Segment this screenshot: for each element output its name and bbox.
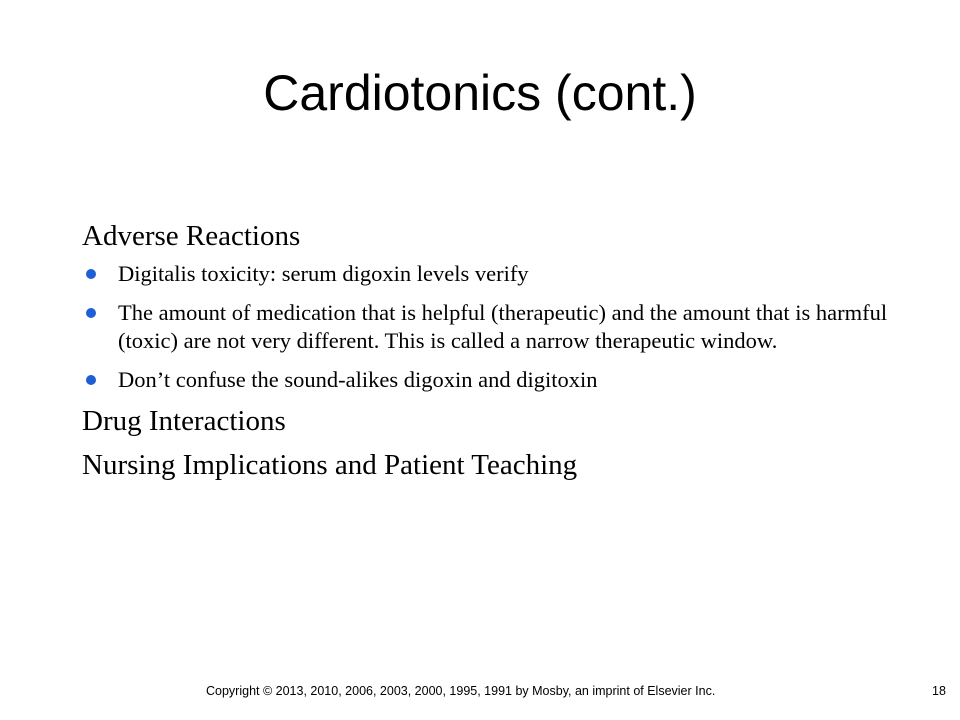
slide-footer — [0, 684, 960, 704]
bullet-dot-icon — [86, 375, 96, 385]
bullet-dot-icon — [86, 269, 96, 279]
slide-title: Cardiotonics (cont.) — [263, 65, 697, 121]
bullet-dot-icon — [86, 308, 96, 318]
list-item — [82, 366, 942, 394]
section-heading-adverse-reactions: Adverse Reactions — [82, 220, 301, 252]
list-item — [82, 299, 942, 355]
list-item — [82, 260, 942, 288]
bullet-text: Don’t confuse the sound-alikes digoxin and digitoxin — [118, 367, 598, 392]
bullet-text: Digitalis toxicity: serum digoxin levels verify — [118, 261, 529, 286]
section-heading-drug-interactions: Drug Interactions — [82, 405, 286, 437]
copyright-text: Copyright © 2013, 2010, 2006, 2003, 2000, 1995, 1991 by Mosby, an imprint of Elsevier Inc. — [206, 684, 716, 698]
page-number: 18 — [932, 684, 946, 698]
bullet-text: The amount of medication that is helpful (therapeutic) and the amount that is harmful (toxic) are not very different. This is called a narrow therapeutic window. — [118, 300, 888, 353]
slide-content — [82, 216, 942, 485]
adverse-reactions-list — [82, 260, 942, 394]
section-heading-nursing-implications: Nursing Implications and Patient Teaching — [82, 449, 578, 481]
